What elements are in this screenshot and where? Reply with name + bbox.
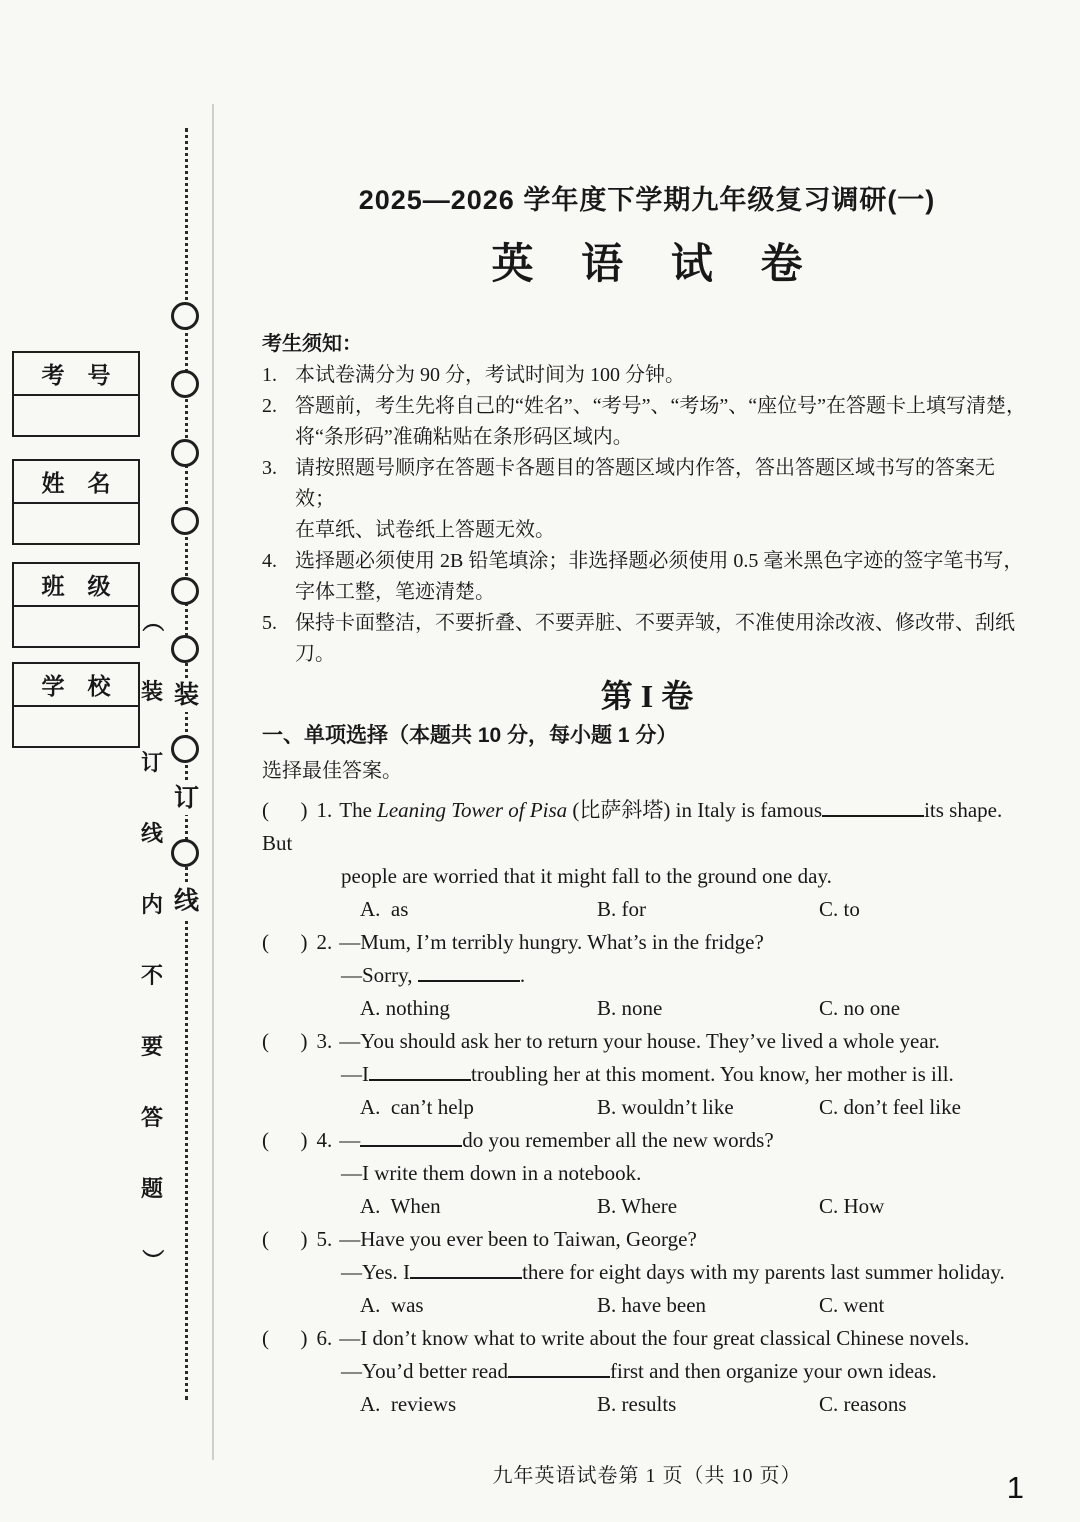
answer-bracket: ( ) xyxy=(262,798,308,822)
option-a: A. reviews xyxy=(360,1392,457,1416)
option-b: B. Where xyxy=(597,1194,678,1218)
option-a: A. as xyxy=(360,897,409,921)
answer-bracket: ( ) xyxy=(262,1227,308,1251)
page-number: 1 xyxy=(1006,1470,1024,1505)
page-footer: 九年英语试卷第 1 页（共 10 页） xyxy=(492,1465,802,1487)
seal-text-char: 订 xyxy=(140,750,163,775)
question-number: 5. xyxy=(316,1227,333,1251)
binding-line-char: 线 xyxy=(168,885,205,918)
question-text-line: people are worried that it might fall to the ground one day. xyxy=(341,864,832,888)
question-number: 1. xyxy=(316,798,333,822)
notice-text-line: 保持卡面整洁，不要折叠、不要弄脏、不要弄皱，不准使用涂改液、修改带、刮纸刀。 xyxy=(295,612,1015,665)
question-text-line: ( ) 1. The Leaning Tower of Pisa (比萨斜塔) in Italy is famous its shape. But xyxy=(262,794,1032,860)
question-1 xyxy=(262,794,1032,926)
field-label: 姓 名 xyxy=(14,461,138,504)
option-row xyxy=(262,1289,1032,1322)
question-number: 6. xyxy=(316,1326,333,1350)
answer-blank xyxy=(822,794,924,817)
binding-line-char: 订 xyxy=(168,782,205,815)
notice-number: 1. xyxy=(262,364,277,386)
question-number: 3. xyxy=(316,1029,333,1053)
answer-blank xyxy=(369,1058,471,1081)
question-text-line: ( ) 3. —You should ask her to return your house. They’ve lived a whole year. xyxy=(262,1029,940,1053)
seal-text-char: 线 xyxy=(140,821,163,846)
question-number: 2. xyxy=(316,930,333,954)
field-input-area xyxy=(14,504,138,543)
field-exam-number xyxy=(12,351,140,437)
answer-bracket: ( ) xyxy=(262,1326,308,1350)
option-a: A. was xyxy=(360,1293,424,1317)
field-label: 班 级 xyxy=(14,564,138,607)
option-c: C. How xyxy=(819,1194,885,1218)
notice-text-line: 将“条形码”准确粘贴在条形码区域内。 xyxy=(295,426,633,448)
field-name xyxy=(12,459,140,545)
question-reply-line: —Yes. I there for eight days with my parents last summer holiday. xyxy=(262,1256,1032,1289)
question-text-line: ( ) 6. —I don’t know what to write about the four great classical Chinese novels. xyxy=(262,1326,970,1350)
field-label: 学 校 xyxy=(14,664,138,707)
option-row xyxy=(262,893,1032,926)
field-class xyxy=(12,562,140,648)
notice-text-line: 答题前，考生先将自己的“姓名”、“考号”、“考场”、“座位号”在答题卡上填写清楚， xyxy=(295,395,1027,417)
option-row xyxy=(262,1091,1032,1124)
option-b: B. have been xyxy=(597,1293,707,1317)
section-1-instruction: 选择最佳答案。 xyxy=(262,760,402,782)
question-reply-line: —I troubling her at this moment. You know, her mother is ill. xyxy=(262,1058,1032,1091)
notice-item-3 xyxy=(262,453,1032,546)
binding-ring xyxy=(171,635,199,663)
option-c: C. don’t feel like xyxy=(819,1095,961,1119)
option-a: A. nothing xyxy=(360,996,450,1020)
answer-bracket: ( ) xyxy=(262,930,308,954)
notice-number: 5. xyxy=(262,612,277,634)
field-input-area xyxy=(14,607,138,646)
notice-number: 4. xyxy=(262,550,277,572)
question-2 xyxy=(262,926,1032,1025)
question-list xyxy=(262,794,1032,1421)
option-b: B. results xyxy=(597,1392,677,1416)
seal-text-char: 题 xyxy=(140,1176,163,1201)
notice-section xyxy=(262,329,1032,670)
notice-item-5 xyxy=(262,608,1032,670)
binding-ring xyxy=(171,370,199,398)
notice-number: 3. xyxy=(262,457,277,479)
binding-ring xyxy=(171,507,199,535)
notice-text-line: 选择题必须使用 2B 铅笔填涂；非选择题必须使用 0.5 毫米黑色字迹的签字笔书写， xyxy=(295,550,1024,572)
question-text-line: ( ) 4. — do you remember all the new words? xyxy=(262,1124,1032,1157)
answer-blank xyxy=(360,1124,462,1147)
notice-text-line: 在草纸、试卷纸上答题无效。 xyxy=(295,519,555,541)
option-b: B. for xyxy=(597,897,646,921)
question-6 xyxy=(262,1322,1032,1421)
answer-blank xyxy=(410,1256,522,1279)
answer-blank xyxy=(508,1355,610,1378)
binding-ring xyxy=(171,839,199,867)
page-fold-line xyxy=(212,104,214,1460)
notice-item-2 xyxy=(262,391,1032,453)
question-reply-line: —You’d better read first and then organize your own ideas. xyxy=(262,1355,1032,1388)
binding-ring xyxy=(171,302,199,330)
option-row xyxy=(262,1388,1032,1421)
seal-text-char: 要 xyxy=(140,1034,163,1059)
notice-item-4 xyxy=(262,546,1032,608)
notice-item-1 xyxy=(262,360,1032,391)
seal-text-char: 内 xyxy=(140,892,163,917)
italic-text: Leaning Tower of Pisa xyxy=(377,798,568,822)
question-text-line: ( ) 5. —Have you ever been to Taiwan, George? xyxy=(262,1227,697,1251)
option-b: B. none xyxy=(597,996,663,1020)
field-input-area xyxy=(14,396,138,435)
notice-number: 2. xyxy=(262,395,277,417)
option-a: A. can’t help xyxy=(360,1095,474,1119)
question-5 xyxy=(262,1223,1032,1322)
option-b: B. wouldn’t like xyxy=(597,1095,734,1119)
seal-text-char: 装 xyxy=(140,679,163,704)
notice-heading: 考生须知： xyxy=(262,333,362,355)
field-label: 考 号 xyxy=(14,353,138,396)
option-a: A. When xyxy=(360,1194,441,1218)
section-1-heading: 一、单项选择（本题共 10 分，每小题 1 分） xyxy=(262,724,678,747)
seal-text-char: 不 xyxy=(140,963,163,988)
option-c: C. to xyxy=(819,897,860,921)
notice-text-line: 字体工整，笔迹清楚。 xyxy=(295,581,495,603)
option-c: C. no one xyxy=(819,996,901,1020)
question-reply-line: —Sorry, . xyxy=(262,959,1032,992)
volume-1-heading: 第 I 卷 xyxy=(600,678,694,714)
answer-blank xyxy=(418,959,520,982)
binding-line-char: 装 xyxy=(168,679,205,712)
option-row xyxy=(262,992,1032,1025)
seal-text-char: ） xyxy=(140,1248,165,1271)
exam-title: 英 语 试 卷 xyxy=(491,240,821,287)
option-c: C. reasons xyxy=(819,1392,907,1416)
field-school xyxy=(12,662,140,748)
question-4 xyxy=(262,1124,1032,1223)
notice-text-line: 请按照题号顺序在答题卡各题目的答题区域内作答，答出答题区域书写的答案无效； xyxy=(295,457,995,510)
answer-bracket: ( ) xyxy=(262,1029,308,1053)
question-number: 4. xyxy=(316,1128,333,1152)
question-text-line: ( ) 2. —Mum, I’m terribly hungry. What’s in the fridge? xyxy=(262,930,764,954)
question-3 xyxy=(262,1025,1032,1124)
binding-ring xyxy=(171,577,199,605)
binding-ring xyxy=(171,439,199,467)
exam-session-subtitle: 2025—2026 学年度下学期九年级复习调研(一) xyxy=(358,185,936,215)
main-content xyxy=(262,183,1032,1488)
notice-text-line: 本试卷满分为 90 分，考试时间为 100 分钟。 xyxy=(295,364,685,386)
option-row xyxy=(262,1190,1032,1223)
field-input-area xyxy=(14,707,138,746)
binding-ring xyxy=(171,735,199,763)
option-c: C. went xyxy=(819,1293,885,1317)
answer-bracket: ( ) xyxy=(262,1128,308,1152)
seal-text-char: （ xyxy=(140,609,165,632)
seal-text-char: 答 xyxy=(140,1105,163,1130)
question-reply-line: —I write them down in a notebook. xyxy=(341,1161,642,1185)
